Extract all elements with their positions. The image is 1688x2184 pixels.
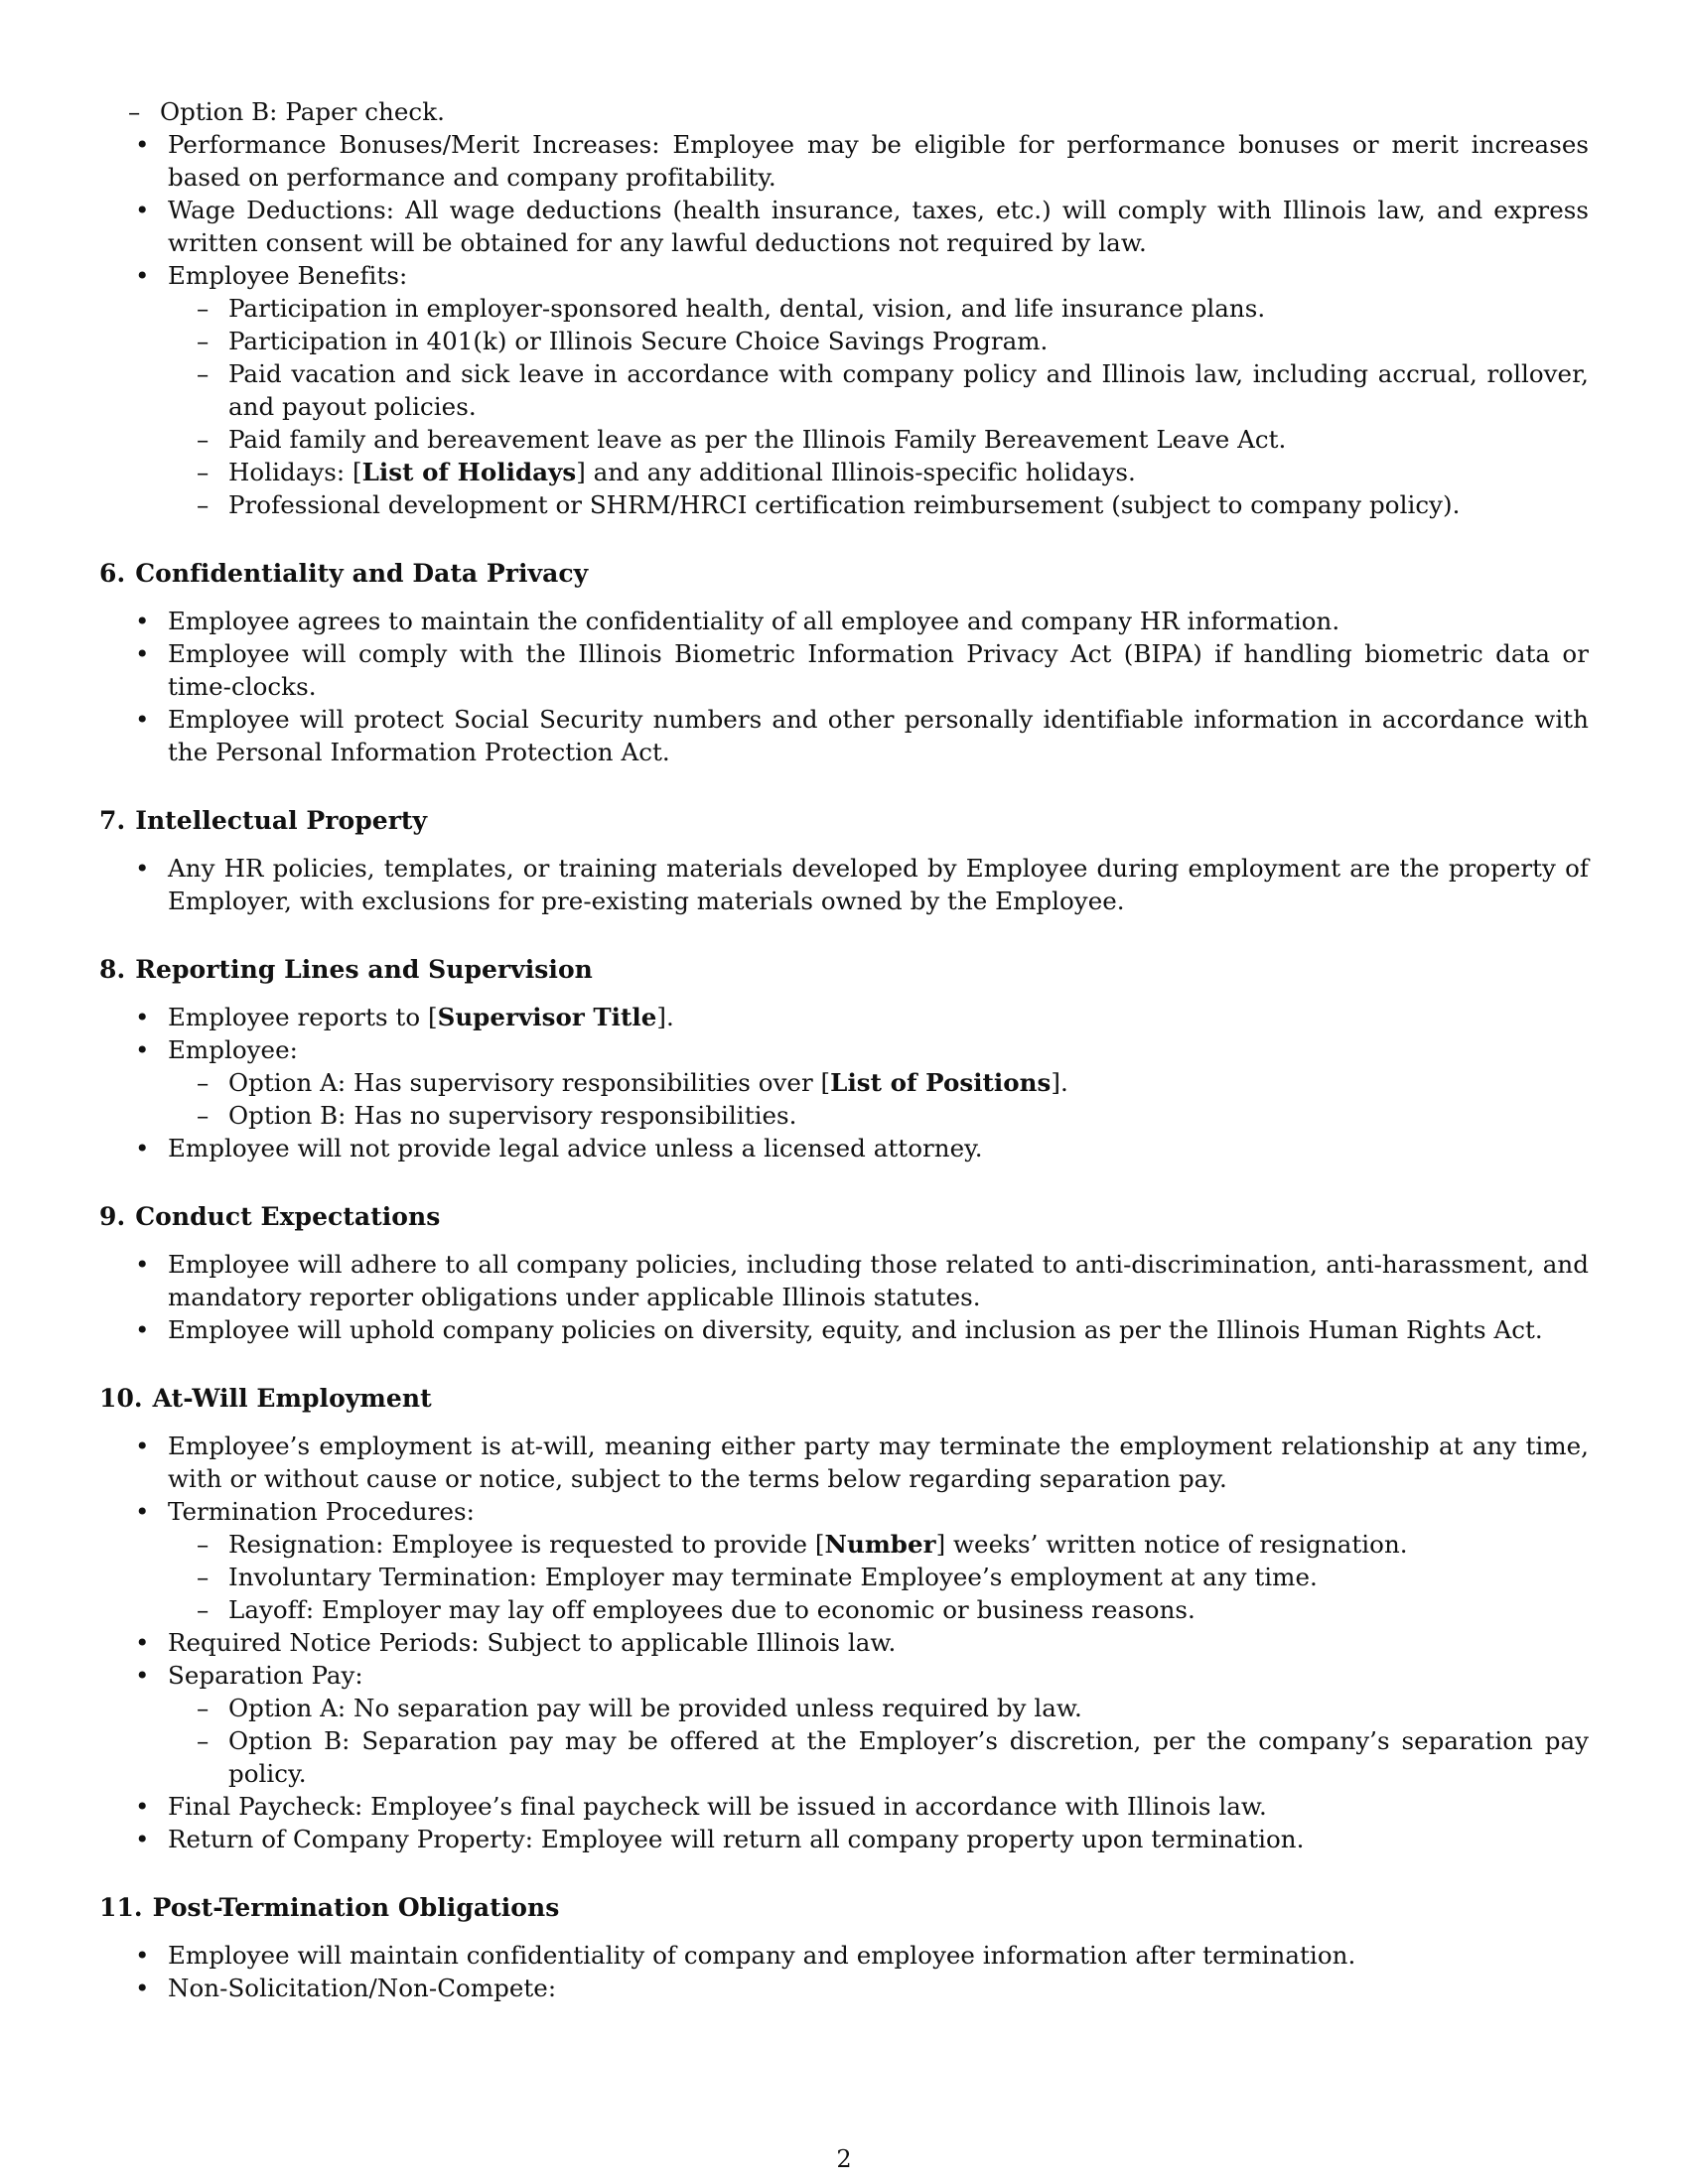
list-item-text: Termination Procedures: — [168, 1497, 475, 1526]
section-heading-6 — [99, 557, 1589, 590]
bullet-marker: • — [135, 1497, 150, 1526]
dash-marker: – — [197, 1068, 210, 1097]
dash-marker: – — [197, 1694, 210, 1722]
section-number: 8. — [99, 955, 126, 984]
list-item-text: Non-Solicitation/Non-Compete: — [168, 1974, 557, 2002]
list-item-text: Option B: Paper check. — [160, 97, 445, 126]
sub-list-item — [99, 423, 1589, 456]
page-number: 2 — [836, 2145, 852, 2173]
list-item — [99, 128, 1589, 194]
list-item-text: Employee will not provide legal advice unless a licensed attorney. — [168, 1134, 983, 1162]
section-number: 7. — [99, 806, 126, 835]
bullet-marker: • — [135, 1628, 150, 1657]
holidays-suffix: ] and any additional Illinois-specific holidays. — [576, 458, 1136, 486]
list-item-text: Employee will comply with the Illinois Biometric Information Privacy Act (BIPA) if handling biometric data or time-clocks. — [168, 639, 1589, 701]
sub-list-item — [99, 1099, 1589, 1132]
benefits-sublist — [168, 292, 1589, 521]
sub-list-item — [99, 456, 1589, 488]
sub-list-item — [99, 292, 1589, 325]
list-item — [99, 1972, 1589, 2004]
resignation-suffix: ] weeks’ written notice of resignation. — [935, 1530, 1408, 1559]
section-10-list — [99, 1430, 1589, 1855]
sub-list-item-text: Involuntary Termination: Employer may terminate Employee’s employment at any time. — [228, 1563, 1318, 1591]
dash-marker: – — [197, 1101, 210, 1130]
list-item-text: Return of Company Property: Employee will return all company property upon termination. — [168, 1825, 1305, 1853]
sub-list-item — [99, 357, 1589, 423]
section-number: 9. — [99, 1202, 126, 1231]
dash-marker: – — [197, 1563, 210, 1591]
resignation-prefix: Resignation: Employee is requested to provide [ — [228, 1530, 825, 1559]
list-item — [99, 1823, 1589, 1855]
sub-list-item-text: Paid family and bereavement leave as per the Illinois Family Bereavement Leave Act. — [228, 425, 1287, 454]
list-item-text: Employee: — [168, 1035, 298, 1064]
section-heading-9 — [99, 1200, 1589, 1233]
sub-list-item-text: Layoff: Employer may lay off employees due to economic or business reasons. — [228, 1595, 1196, 1624]
list-item — [99, 1939, 1589, 1972]
list-item-text: Any HR policies, templates, or training materials developed by Employee during employment are the property of Employer, with exclusions for pre-existing materials owned by the Employee. — [168, 854, 1589, 915]
list-item-text: Final Paycheck: Employee’s final paycheck will be issued in accordance with Illinois law. — [168, 1792, 1267, 1821]
number-placeholder: Number — [824, 1530, 936, 1559]
list-item-text: Employee will protect Social Security numbers and other personally identifiable information in accordance with the Personal Information Protection Act. — [168, 705, 1589, 766]
supervisor-placeholder: Supervisor Title — [437, 1003, 657, 1031]
list-item-text: Employee will adhere to all company policies, including those related to anti-discrimination, anti-harassment, and mandatory reporter obligations under applicable Illinois statutes. — [168, 1250, 1589, 1311]
section-heading-10 — [99, 1382, 1589, 1415]
sub-list-item — [99, 1528, 1589, 1561]
dash-marker: – — [197, 359, 210, 388]
list-item — [99, 259, 1589, 521]
reports-prefix: Employee reports to [ — [168, 1003, 438, 1031]
section-number: 6. — [99, 559, 126, 588]
bullet-marker: • — [135, 1792, 150, 1821]
sub-list-item-text: Option A: No separation pay will be provided unless required by law. — [228, 1694, 1082, 1722]
sub-list-item-text: Participation in 401(k) or Illinois Secure Choice Savings Program. — [228, 327, 1049, 355]
section-number: 10. — [99, 1384, 143, 1413]
bullet-marker: • — [135, 1003, 150, 1031]
holidays-prefix: Holidays: [ — [228, 458, 362, 486]
bullet-marker: • — [135, 1250, 150, 1279]
dash-marker: – — [197, 458, 210, 486]
list-item — [99, 1659, 1589, 1790]
dash-marker: – — [128, 97, 141, 126]
list-item — [99, 1626, 1589, 1659]
bullet-marker: • — [135, 854, 150, 883]
dash-marker: – — [197, 425, 210, 454]
section-number: 11. — [99, 1893, 143, 1922]
supervision-sublist — [168, 1066, 1589, 1132]
compensation-list — [99, 95, 1589, 521]
bullet-marker: • — [135, 261, 150, 290]
sub-list-item — [99, 1066, 1589, 1099]
sub-list-item — [99, 325, 1589, 357]
section-title: Reporting Lines and Supervision — [135, 955, 593, 984]
sub-list-item — [99, 488, 1589, 521]
list-item — [99, 703, 1589, 768]
dash-marker: – — [197, 1726, 210, 1755]
bullet-marker: • — [135, 607, 150, 635]
list-item-text: Employee will maintain confidentiality of company and employee information after termination. — [168, 1941, 1356, 1970]
separation-sublist — [168, 1692, 1589, 1790]
section-title: Confidentiality and Data Privacy — [135, 559, 589, 588]
bullet-marker: • — [135, 1035, 150, 1064]
bullet-marker: • — [135, 130, 150, 159]
dash-marker: – — [197, 1530, 210, 1559]
list-item — [99, 1313, 1589, 1346]
bullet-marker: • — [135, 1974, 150, 2002]
section-11-list — [99, 1939, 1589, 2004]
list-item-text: Performance Bonuses/Merit Increases: Employee may be eligible for performance bonuses or merit increases based on performance and company profitability. — [168, 130, 1589, 192]
section-heading-8 — [99, 953, 1589, 986]
reports-suffix: ]. — [656, 1003, 674, 1031]
dash-marker: – — [197, 1595, 210, 1624]
list-item — [99, 1495, 1589, 1626]
positions-placeholder: List of Positions — [830, 1068, 1052, 1097]
sub-list-item-text: Option B: Separation pay may be offered at the Employer’s discretion, per the company’s separation pay policy. — [228, 1726, 1589, 1788]
section-title: At-Will Employment — [152, 1384, 432, 1413]
option-a-prefix: Option A: Has supervisory responsibilities over [ — [228, 1068, 831, 1097]
holidays-placeholder: List of Holidays — [361, 458, 577, 486]
list-item — [99, 1132, 1589, 1164]
bullet-marker: • — [135, 1661, 150, 1690]
list-item-text: Required Notice Periods: Subject to applicable Illinois law. — [168, 1628, 897, 1657]
bullet-marker: • — [135, 1432, 150, 1460]
sub-list-item — [99, 1724, 1589, 1790]
list-item-text: Employee’s employment is at-will, meaning either party may terminate the employment relationship at any time, with or without cause or notice, subject to the terms below regarding separation pay. — [168, 1432, 1589, 1493]
sub-list-item-text: Option B: Has no supervisory responsibilities. — [228, 1101, 797, 1130]
section-title: Conduct Expectations — [135, 1202, 441, 1231]
section-8-list — [99, 1001, 1589, 1164]
sub-list-item-text: Professional development or SHRM/HRCI certification reimbursement (subject to company policy). — [228, 490, 1461, 519]
list-item — [99, 1248, 1589, 1313]
section-9-list — [99, 1248, 1589, 1346]
termination-sublist — [168, 1528, 1589, 1626]
section-6-list — [99, 605, 1589, 768]
list-item-text: Employee Benefits: — [168, 261, 408, 290]
section-title: Intellectual Property — [135, 806, 428, 835]
list-item — [99, 1001, 1589, 1033]
list-item-text: Employee will uphold company policies on diversity, equity, and inclusion as per the Illinois Human Rights Act. — [168, 1315, 1543, 1344]
list-item — [99, 1430, 1589, 1495]
section-heading-7 — [99, 804, 1589, 837]
bullet-marker: • — [135, 1941, 150, 1970]
list-item-text: Separation Pay: — [168, 1661, 363, 1690]
dash-marker: – — [197, 490, 210, 519]
bullet-marker: • — [135, 1134, 150, 1162]
list-item — [99, 1790, 1589, 1823]
option-a-suffix: ]. — [1051, 1068, 1068, 1097]
bullet-marker: • — [135, 639, 150, 668]
bullet-marker: • — [135, 1825, 150, 1853]
sub-list-item — [99, 1593, 1589, 1626]
section-heading-11 — [99, 1891, 1589, 1924]
sub-list-item-text: Participation in employer-sponsored health, dental, vision, and life insurance plans. — [228, 294, 1266, 323]
list-item — [31, 95, 1589, 128]
list-item — [99, 637, 1589, 703]
sub-list-item-text: Paid vacation and sick leave in accordance with company policy and Illinois law, including accrual, rollover, and payout policies. — [228, 359, 1589, 421]
section-7-list — [99, 852, 1589, 917]
list-item — [99, 1033, 1589, 1132]
list-item-text: Employee agrees to maintain the confidentiality of all employee and company HR information. — [168, 607, 1340, 635]
list-item — [99, 605, 1589, 637]
bullet-marker: • — [135, 705, 150, 734]
document-body — [99, 95, 1589, 2004]
sub-list-item — [99, 1561, 1589, 1593]
section-title: Post-Termination Obligations — [152, 1893, 560, 1922]
bullet-marker: • — [135, 1315, 150, 1344]
sub-list-item — [99, 1692, 1589, 1724]
list-item — [99, 852, 1589, 917]
list-item — [99, 194, 1589, 259]
list-item-text: Wage Deductions: All wage deductions (health insurance, taxes, etc.) will comply with Illinois law, and express written consent will be obtained for any lawful deductions not required by law. — [168, 196, 1589, 257]
dash-marker: – — [197, 327, 210, 355]
bullet-marker: • — [135, 196, 150, 224]
dash-marker: – — [197, 294, 210, 323]
